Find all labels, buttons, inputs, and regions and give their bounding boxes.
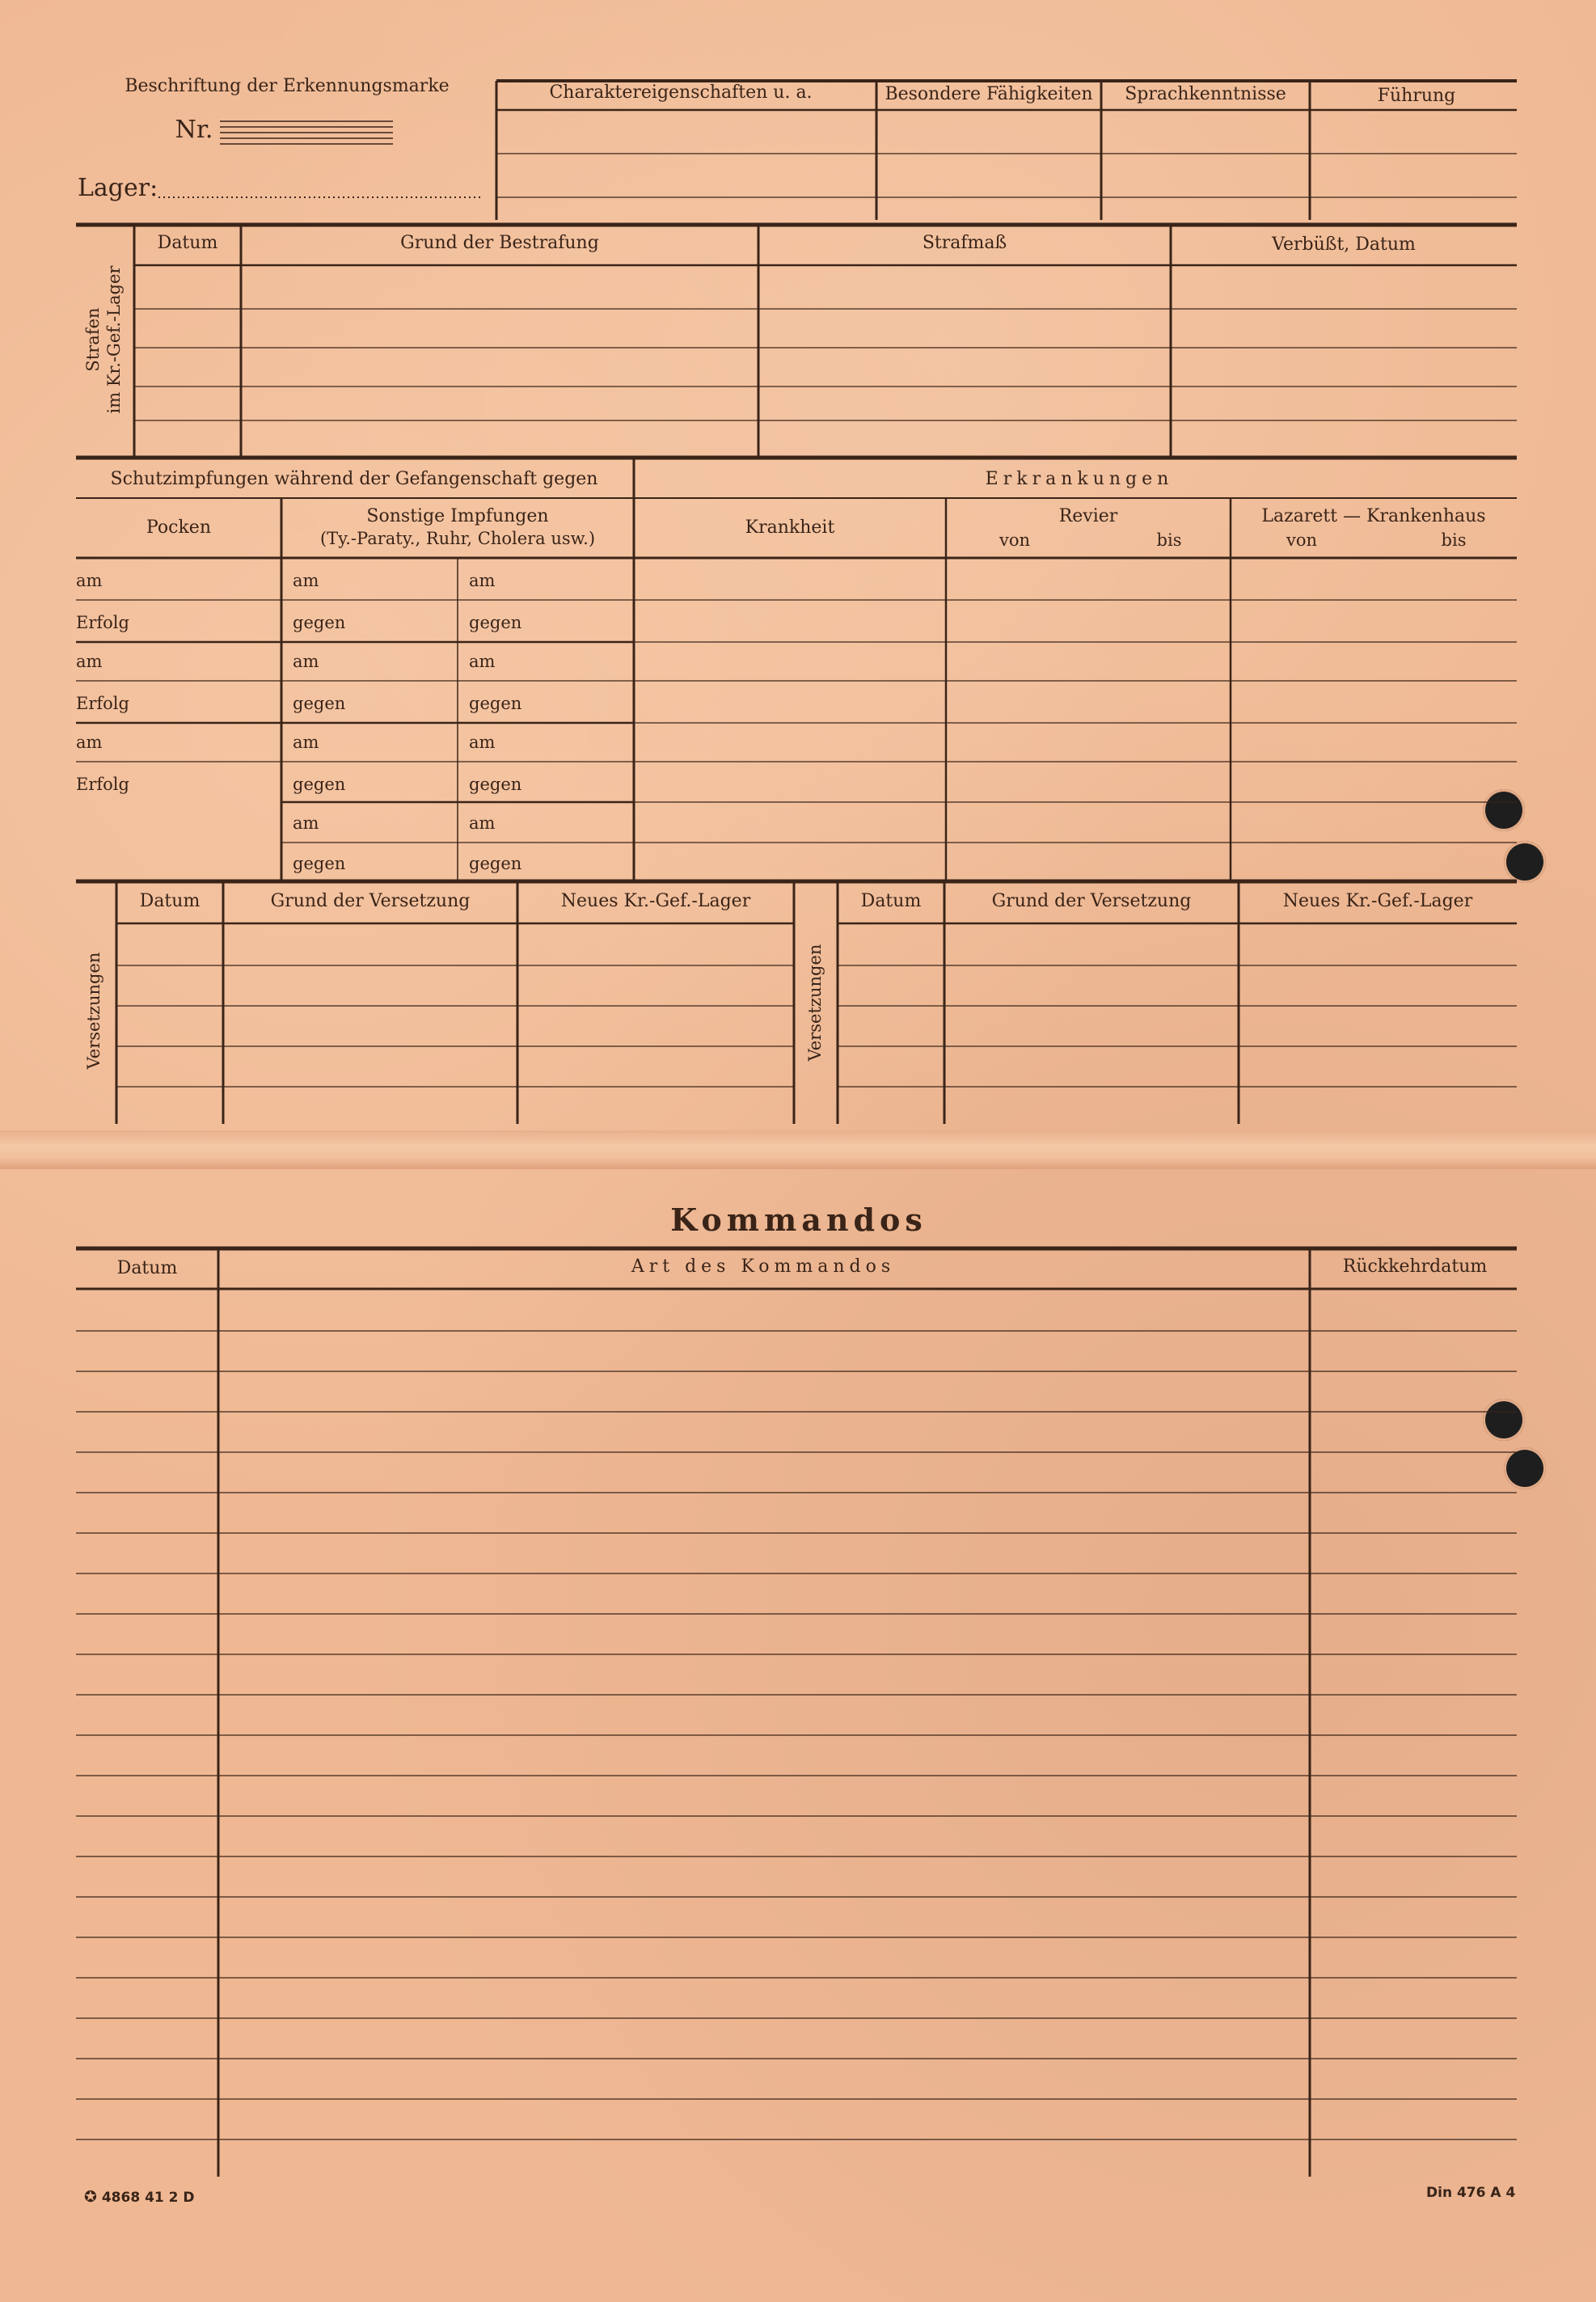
pocken-erfolg: Erfolg (76, 694, 129, 713)
pocken-erfolg: Erfolg (76, 613, 129, 632)
transfer-reason-header: Grund der Versetzung (270, 891, 471, 911)
vacc-gegen: gegen (469, 613, 522, 632)
kommando-return-header: Rückkehrdatum (1342, 1257, 1488, 1277)
ward-from: von (999, 530, 1031, 550)
hospital-to: bis (1441, 530, 1467, 550)
vacc-gegen: gegen (469, 694, 522, 713)
din-format: Din 476 A 4 (1426, 2185, 1516, 2201)
hospital-header: Lazarett — Krankenhaus (1261, 506, 1486, 526)
kommandos-title: Kommandos (670, 1202, 927, 1238)
vaccinations-title: Schutzimpfungen während der Gefangenschaft gegen (110, 469, 598, 489)
print-code-text: 4868 41 2 D (101, 2190, 195, 2206)
vacc-am: am (469, 571, 496, 590)
pocken-am: am (76, 733, 103, 752)
other-vaccinations-subheader: (Ty.-Paraty., Ruhr, Cholera usw.) (319, 529, 596, 548)
transfer-new-camp-header: Neues Kr.-Gef.-Lager (560, 891, 751, 911)
vacc-am: am (469, 652, 496, 671)
transfer-new-camp-header: Neues Kr.-Gef.-Lager (1282, 891, 1473, 911)
vacc-am: am (293, 571, 319, 590)
vacc-am: am (293, 733, 319, 752)
transfer-reason-header: Grund der Versetzung (991, 891, 1192, 911)
penalty-measure-header: Strafmaß (922, 233, 1007, 253)
penalty-date-header: Datum (157, 233, 218, 253)
vacc-gegen: gegen (469, 854, 522, 873)
pocken-erfolg: Erfolg (76, 775, 129, 794)
vacc-gegen: gegen (293, 854, 346, 873)
vacc-am: am (293, 652, 319, 671)
vacc-am: am (293, 813, 319, 833)
illnesses-title: Erkrankungen (985, 469, 1174, 489)
print-code (84, 2190, 195, 2205)
penalties-side-label-line1: Strafen (82, 307, 103, 372)
other-vaccinations-header: Sonstige Impfungen (366, 506, 549, 526)
print-seal-icon: ✪ (84, 2188, 97, 2206)
pocken-header: Pocken (146, 517, 211, 538)
skills-column-header: Besondere Fähigkeiten (885, 84, 1093, 104)
vacc-gegen: gegen (293, 775, 346, 794)
transfers-side-label-right: Versetzungen (804, 944, 825, 1062)
transfer-date-header: Datum (860, 891, 922, 911)
hospital-from: von (1286, 530, 1318, 550)
pocken-am: am (76, 571, 103, 590)
transfers-side-label-left: Versetzungen (83, 952, 103, 1070)
conduct-column-header: Führung (1377, 86, 1456, 106)
vacc-gegen: gegen (469, 775, 522, 794)
ward-to: bis (1156, 530, 1182, 550)
ward-header: Revier (1058, 506, 1118, 526)
vacc-am: am (469, 733, 496, 752)
kommando-type-header: Art des Kommandos (631, 1257, 896, 1277)
kommando-date-header: Datum (116, 1258, 178, 1278)
vacc-am: am (469, 813, 496, 833)
languages-column-header: Sprachkenntnisse (1125, 84, 1286, 104)
nr-label: Nr. (175, 116, 213, 144)
tag-label: Beschriftung der Erkennungsmarke (125, 76, 450, 96)
penalties-side-label (82, 266, 125, 414)
disease-header: Krankheit (745, 517, 835, 538)
vacc-gegen: gegen (293, 613, 346, 632)
vacc-gegen: gegen (293, 694, 346, 713)
penalties-side-label-line2: im Kr.-Gef.-Lager (104, 265, 124, 414)
character-column-header: Charaktereigenschaften u. a. (549, 82, 813, 103)
lager-label: Lager: (78, 174, 158, 202)
penalty-reason-header: Grund der Bestrafung (400, 233, 599, 253)
transfer-date-header: Datum (139, 891, 201, 911)
penalty-served-header: Verbüßt, Datum (1272, 234, 1416, 255)
pocken-am: am (76, 652, 103, 671)
